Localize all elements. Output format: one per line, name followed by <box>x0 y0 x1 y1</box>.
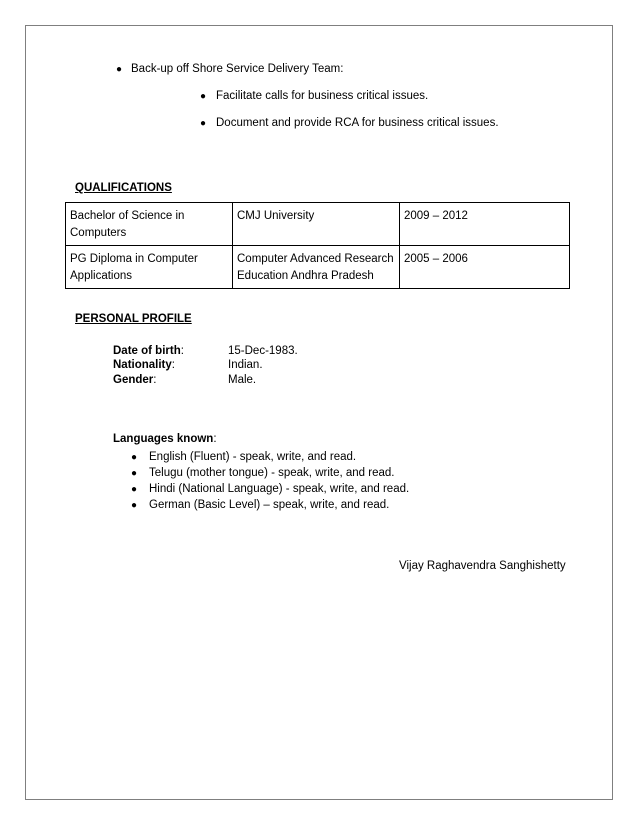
bullet-icon: ● <box>131 452 138 463</box>
personal-profile-heading: PERSONAL PROFILE <box>75 313 192 325</box>
qualifications-heading: QUALIFICATIONS <box>75 182 172 194</box>
nationality-value: Indian. <box>228 359 263 371</box>
bullet-icon: ● <box>200 118 207 129</box>
years-cell: 2009 – 2012 <box>400 203 570 246</box>
institution-line: Education Andhra Pradesh <box>237 270 374 282</box>
languages-label: Languages known: <box>113 433 217 445</box>
institution-line: Computer Advanced Research <box>237 253 394 265</box>
degree-cell <box>66 246 233 289</box>
sub-item: Facilitate calls for business critical issues. <box>216 90 429 102</box>
degree-cell <box>66 203 233 246</box>
years-cell: 2005 – 2006 <box>400 246 570 289</box>
institution-cell <box>233 203 400 246</box>
language-item: Telugu (mother tongue) - speak, write, and read. <box>149 467 395 479</box>
language-item: German (Basic Level) – speak, write, and read. <box>149 499 390 511</box>
dob-value: 15-Dec-1983. <box>228 345 298 357</box>
institution-line: CMJ University <box>237 210 315 222</box>
bullet-icon: ● <box>131 484 138 495</box>
bullet-icon: ● <box>131 500 138 511</box>
gender-label: Gender: <box>113 374 157 386</box>
page-border <box>25 25 613 800</box>
table-row <box>66 246 570 289</box>
degree-line: Bachelor of Science in <box>70 210 185 222</box>
dob-label: Date of birth: <box>113 345 184 357</box>
qualifications-table <box>65 202 570 289</box>
bullet-icon: ● <box>131 468 138 479</box>
language-item: English (Fluent) - speak, write, and read. <box>149 451 357 463</box>
service-delivery-item: Back-up off Shore Service Delivery Team: <box>131 63 344 75</box>
nationality-label: Nationality: <box>113 359 175 371</box>
institution-cell <box>233 246 400 289</box>
sub-item: Document and provide RCA for business critical issues. <box>216 117 499 129</box>
degree-line: Computers <box>70 227 127 239</box>
table-row <box>66 203 570 246</box>
bullet-icon: ● <box>200 91 207 102</box>
signature-name: Vijay Raghavendra Sanghishetty <box>399 560 566 572</box>
degree-line: PG Diploma in Computer <box>70 253 198 265</box>
language-item: Hindi (National Language) - speak, write, and read. <box>149 483 410 495</box>
bullet-icon: ● <box>116 64 123 75</box>
degree-line: Applications <box>70 270 133 282</box>
gender-value: Male. <box>228 374 257 386</box>
